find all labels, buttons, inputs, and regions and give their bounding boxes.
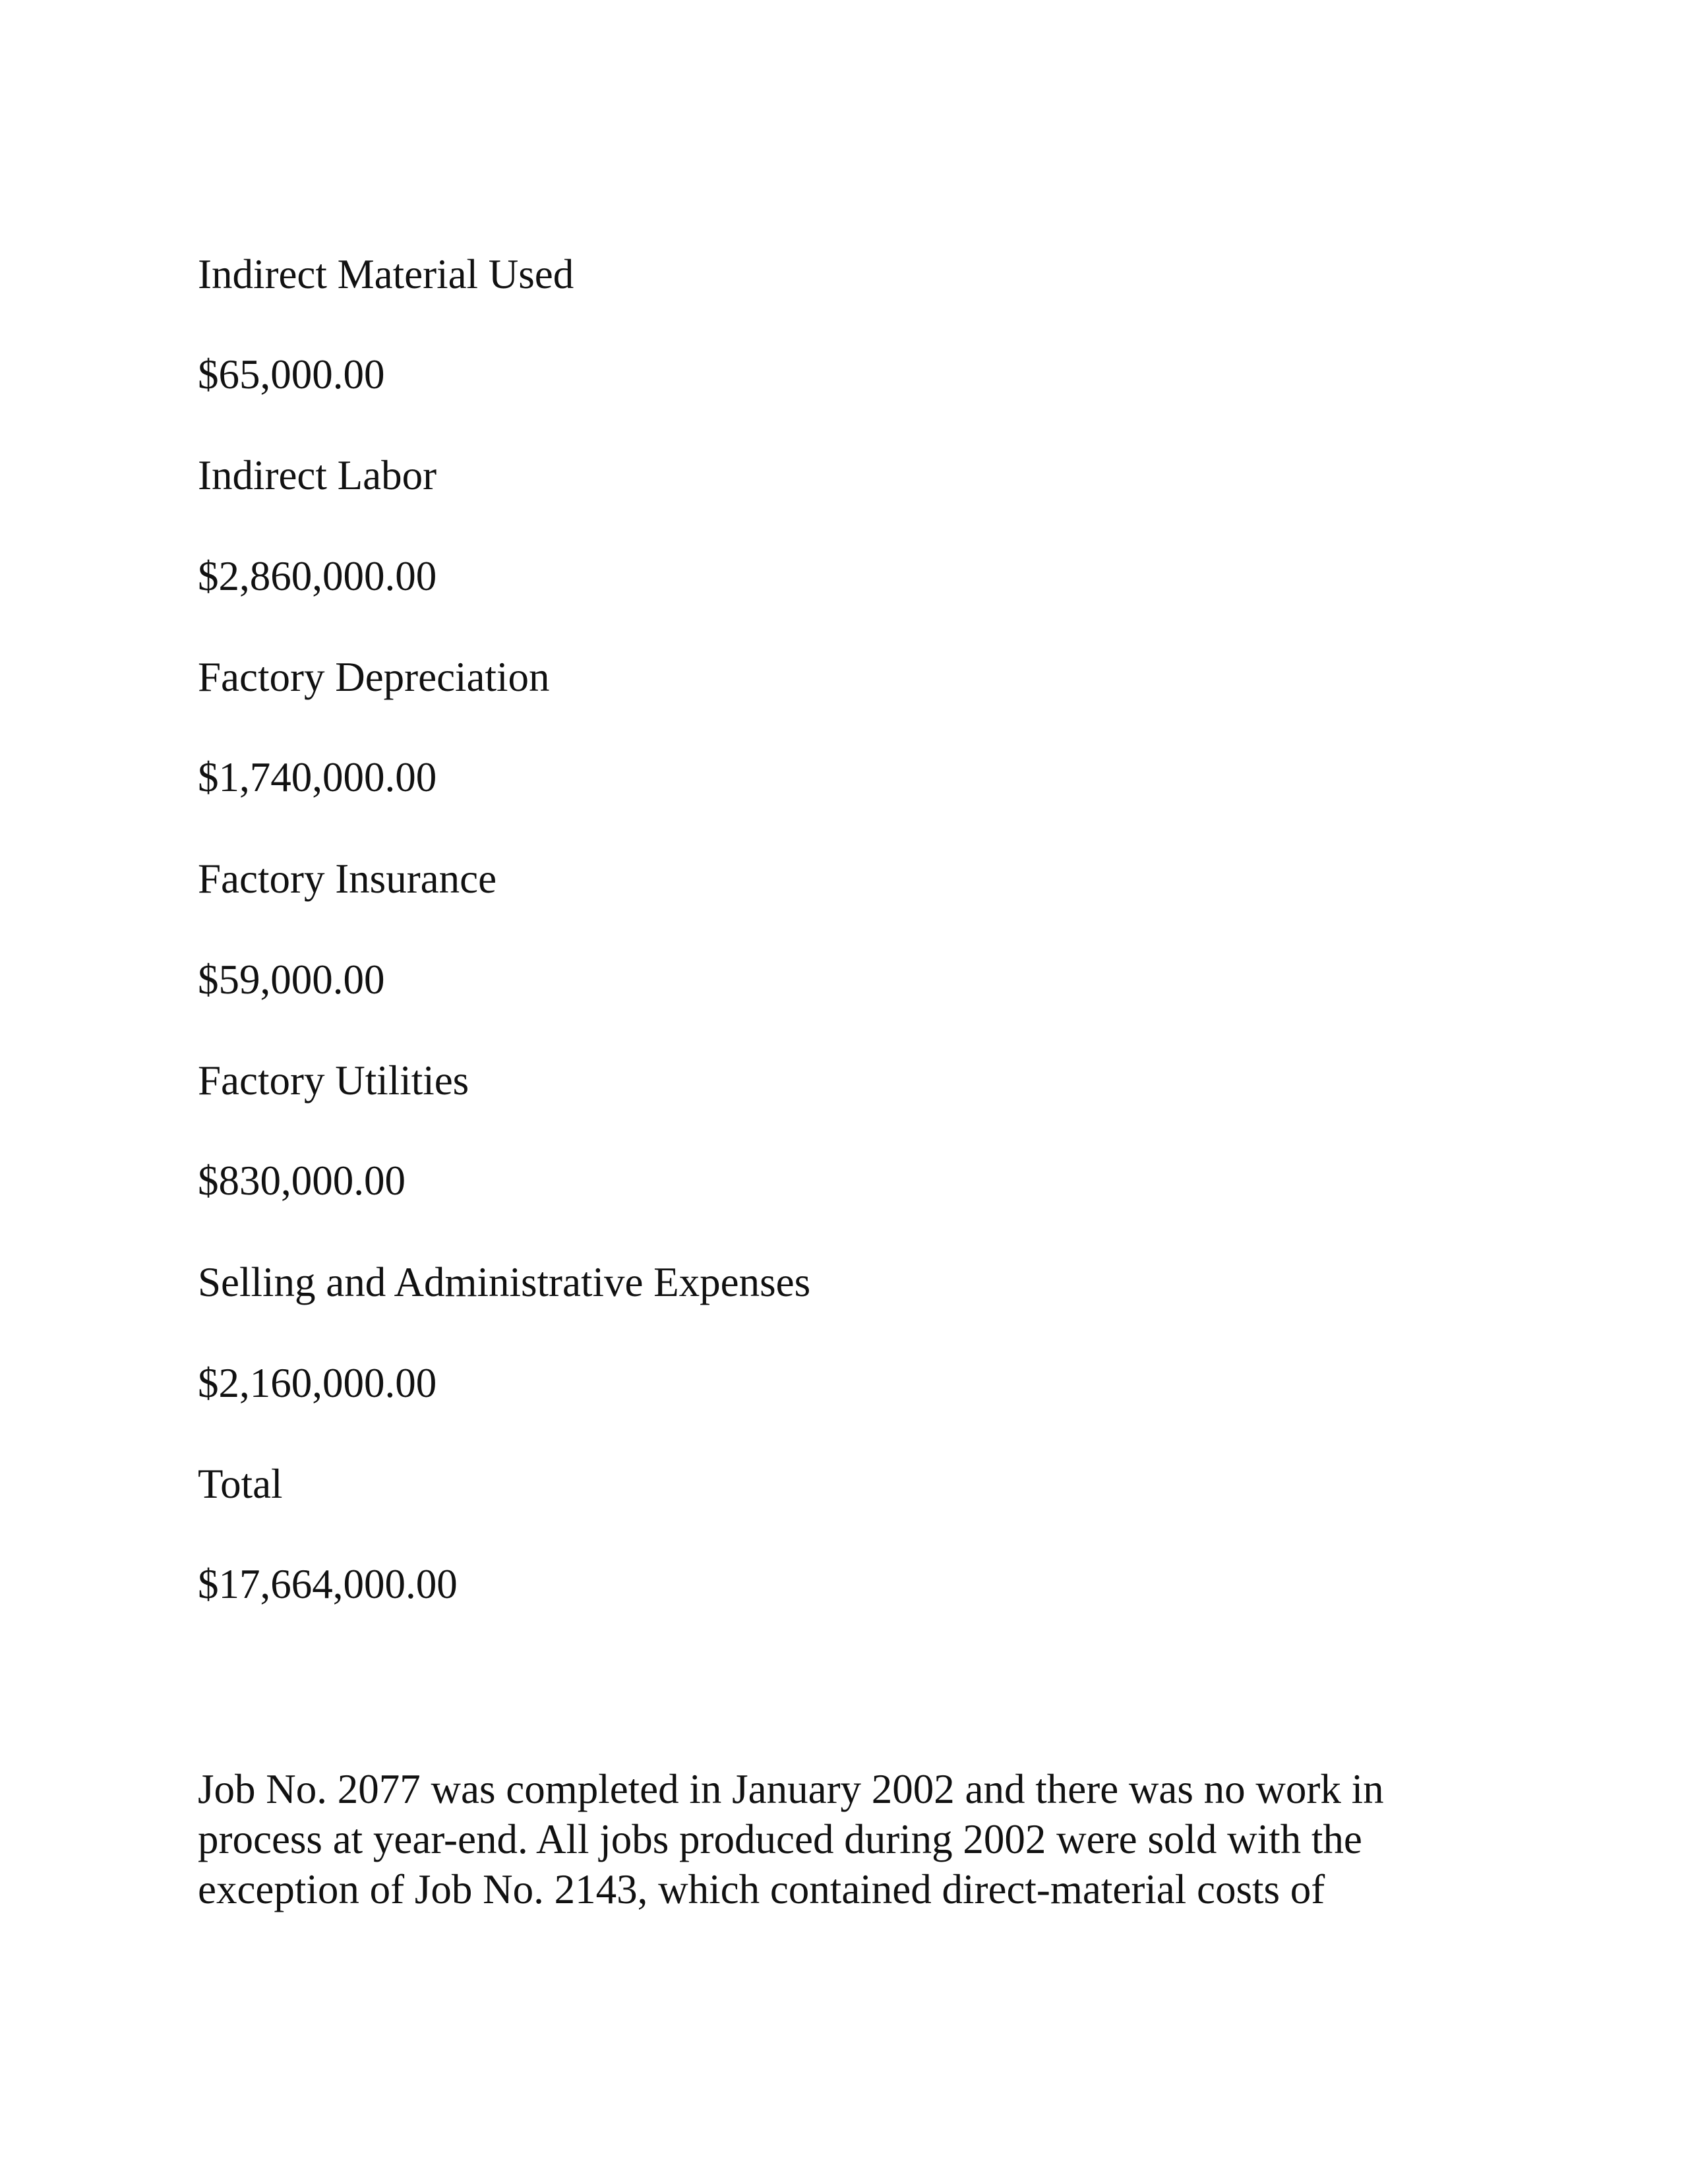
item-label-indirect-labor: Indirect Labor bbox=[198, 452, 437, 498]
item-amount-factory-depreciation: $1,740,000.00 bbox=[198, 754, 437, 800]
item-label-total: Total bbox=[198, 1461, 283, 1507]
item-label-indirect-material: Indirect Material Used bbox=[198, 251, 574, 297]
item-amount-factory-utilities: $830,000.00 bbox=[198, 1158, 406, 1204]
item-label-selling-admin: Selling and Administrative Expenses bbox=[198, 1259, 811, 1305]
item-label-factory-insurance: Factory Insurance bbox=[198, 856, 497, 902]
item-amount-indirect-material: $65,000.00 bbox=[198, 351, 385, 398]
item-label-factory-utilities: Factory Utilities bbox=[198, 1057, 469, 1104]
item-amount-total: $17,664,000.00 bbox=[198, 1561, 458, 1607]
item-label-factory-depreciation: Factory Depreciation bbox=[198, 654, 550, 700]
paragraph-line: exception of Job No. 2143, which contained direct-material costs of bbox=[198, 1866, 1325, 1912]
item-amount-indirect-labor: $2,860,000.00 bbox=[198, 553, 437, 599]
paragraph-line: Job No. 2077 was completed in January 2002 and there was no work in bbox=[198, 1766, 1384, 1812]
paragraph-line: process at year-end. All jobs produced during 2002 were sold with the bbox=[198, 1816, 1362, 1862]
item-amount-selling-admin: $2,160,000.00 bbox=[198, 1360, 437, 1406]
item-amount-factory-insurance: $59,000.00 bbox=[198, 957, 385, 1003]
job-paragraph bbox=[198, 1764, 1517, 1914]
